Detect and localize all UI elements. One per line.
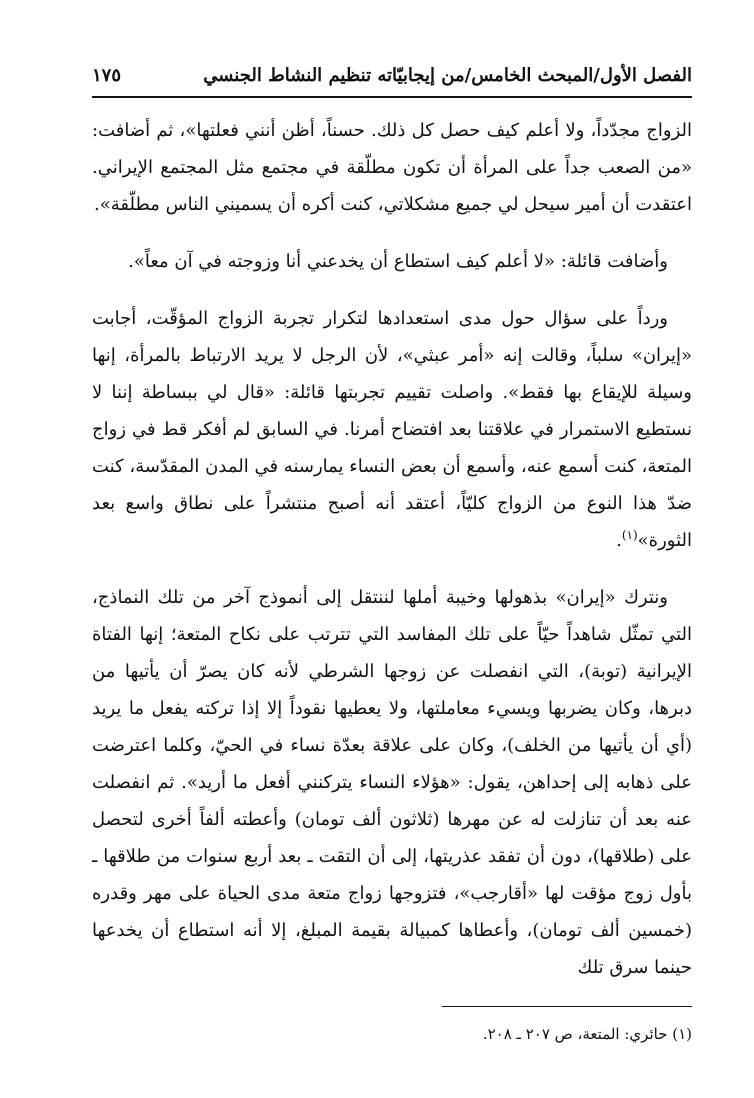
- paragraph-4: ونترك «إيران» بذهولها وخيبة أملها لننتقل إلى أنموذج آخر من تلك النماذج، التي تمثّل شاهداً حيّاً على تلك المفاسد التي تترتب على نكاح المتعة؛ إنها الفتاة الإيرانية (توبة)، التي انفصلت عن زوجها الشرطي لأنه كان يصرّ أن يأتيها من دبرها، وكان يضربها ويسيء معاملتها، ولا يعطيها نقوداً إلا إذا تركته يفعل ما يريد (أي أن يأتيها من الخلف)، وكان على علاقة بعدّة نساء في الحيّ، وكلما اعترضت على ذهابه إلى إحداهن، يقول: «هؤلاء النساء يتركنني أفعل ما أريد». ثم انفصلت عنه بعد أن تنازلت له عن مهرها (ثلاثون ألف تومان) وأعطته ألفاً أخرى لتحصل على (طلاقها)، دون أن تفقد عذريتها، إلى أن التقت ـ بعد أربع سنوات من طلاقها ـ بأول زوج مؤقت لها «أقارجب»، فتزوجها زواج متعة مدى الحياة على مهر وقدره (خمسين ألف تومان)، وأعطاها كمبيالة بقيمة المبلغ، إلا أنه استطاع أن يخدعها حينما سرق تلك: [92, 587, 693, 978]
- footnote: (١) حائري: المتعة، ص ٢٠٧ ـ ٢٠٨.: [482, 1025, 692, 1043]
- paragraph-2: وأضافت قائلة: «لا أعلم كيف استطاع أن يخدعني أنا وزوجته في آن معاً».: [128, 251, 668, 272]
- running-header-title: الفصل الأول/المبحث الخامس/من إيجابيّاته تنظيم النشاط الجنسي: [203, 65, 692, 86]
- paragraph-3-text: ورداً على سؤال حول مدى استعدادها لتكرار تجربة الزواج المؤقّت، أجابت «إيران» سلباً، وقالت إنه «أمر عبثي»، لأن الرجل لا يريد الارتباط بالمرأة، إنها وسيلة للإيقاع بها فقط». واصلت تقييم تجربتها قائلة: «قال لي ببساطة إننا لا نستطيع الاستمرار في علاقتنا بعد افتضاح أمرنا. في السابق لم أفكر قط في زواج المتعة، كنت أسمع عنه، وأسمع أن بعض النساء يمارسنه في المدن المقدّسة، كنت ضدّ هذا النوع من الزواج كليّاً، أعتقد أنه أصبح منتشراً على نطاق واسع بعد الثورة»: [92, 308, 692, 551]
- paragraph-1: الزواج مجدّداً، ولا أعلم كيف حصل كل ذلك. حسناً، أظن أنني فعلتها»، ثم أضافت: «من الصعب جداً على المرأة أن تكون مطلّقة في مجتمع مثل المجتمع الإيراني. اعتقدت أن أمير سيحل لي جميع مشكلاتي، كنت أكره أن يسميني الناس مطلّقة».: [92, 120, 692, 215]
- footnote-rule: [442, 1006, 692, 1007]
- page-number: ١٧٥: [92, 65, 122, 86]
- body-text: [92, 112, 692, 986]
- document-page: [92, 58, 692, 1051]
- running-header: [92, 58, 692, 94]
- footnote-reference: (١): [621, 528, 638, 542]
- header-rule: [92, 96, 692, 98]
- paragraph-3: [92, 300, 692, 559]
- sentence-end: .: [616, 530, 622, 551]
